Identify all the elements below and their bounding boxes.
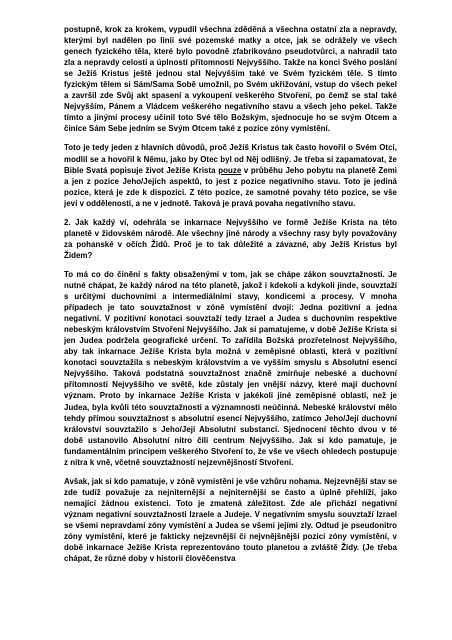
underlined-word: pouze bbox=[218, 165, 242, 175]
paragraph-4: To má co do činění s fakty obsaženými v tom, jak se chápe zákon souvztažností. Je nutné chápat, že každý národ na této planetě, jakož i kdekoli a kdykoli jinde, souvztaží s určitými duchovními a intermediálními stavy, kondicemi a procesy. V mnoha případech je tato souvztažnost v zóně vymístění dvojí: Jedna pozitivní a jedna negativní. V pozitivní konotaci souvztaží tedy Izrael a Judea s duchovním respektive nebeským královstvím Stvoření Nejvyššího. Jak si pamatujeme, v době Ježíše Krista si jen Judea podržela geografické určení. To zařídila Božská prozřetelnost Nejvyššího, aby tak inkarnace Ježíše Krista byla možná v zeměpisné oblasti, která v pozitivní konotaci souvztažila s nebeským královstvím a ve vyšším smyslu s Absolutní esencí Nejvyššího. Taková podstatná souvztažnost značně zmírňuje nebeské a duchovní přítomnosti Nejvyššího ve světě, kde zůstaly jen vnější názvy, které mají duchovní význam. Proto by inkarnace Ježíše Krista v jakékoli jiné zeměpisné oblasti, než je Judea, byla kvůli této souvztažnosti a významnosti neúčinná. Nebeské království mělo tehdy přímou souvztažnost s absolutní esencí Nejvyššího, zatímco Jeho/Její duchovní království souvztažilo s Jeho/Její Absolutní substancí. Sjednocení těchto dvou v té době ustanovilo Absolutní nitro čili centrum Nejvyššího. Jak si kdo pamatuje, je fundamentálním principem veškerého Stvoření to, že vše ve všech ohledech postupuje z nitra k vně, včetně souvztažností nejzevnějšností Stvoření. bbox=[64, 269, 397, 467]
paragraph-3-question: 2. Jak každý ví, odehrála se inkarnace Nejvyššího ve formě Ježíše Krista na této planetě v židovském národě. Ale všechny jiné národy a všechny rasy byly považovány za pohanské v očích Židů. Proč je to tak důležité a závazné, aby Ježíš Kristus byl Židem? bbox=[64, 217, 397, 260]
paragraph-2 bbox=[64, 142, 397, 208]
paragraph-1: postupně, krok za krokem, vypudil všechna zděděná a všechna ostatní zla a nepravdy, kterými byl nadělen po linii své pozemské matky a otce, jak se odrážely ve všech genech fyzického těla, které bylo povodně zfabrikováno pseudotvůrci, a nahradil tato zla a nepravdy celostí a úplností přítomnosti Nejvyššího. Takže na konci Svého poslání se Ježíš Kristus ještě jednou stal Nejvyšším také ve Svém fyzickém těle. S tímto fyzickým tělem si Sám/Sama Sobě umožnil, po Svém ukřižování, vstup do všech pekel a završil zde Svůj akt spasení a vykoupení veškerého Stvoření, po čemž se stal také Nejvyšším, Pánem a Vládcem veškerého negativního stavu a všech jeho pekel. Takže tímto a jinými procesy učinil toto Své tělo Božským, sjednocuje ho se svým Otcem a činíce Sám Sebe jedním se Svým Otcem také z pozice zóny vymístění. bbox=[64, 25, 397, 134]
paragraph-5: Avšak, jak si kdo pamatuje, v zóně vymístění je vše vzhůru nohama. Nejzevnější stav se zde tudíž považuje za nejniternější a nejniternější se často a úplně přehlíží, jako nemající žádnou existenci. Toto je zmatená záležitost. Zde ale přichází negativní význam negativní souvztažnosti Izraele a Judeje. V negativním smyslu souvztaží Izrael se všemi nepravdami zóny vymístění a Judea se všemi jejími zly. Odtud je pseudonitro zóny vymístění, které je fakticky nejzevnější či nejvnějšnější pozicí zóny vymístění, v době inkarnace Ježíše Krista reprezentováno touto planetou a zvláště Židy. (Je třeba chápat, že různé doby v historii člověčenstva bbox=[64, 476, 397, 564]
paragraph-2-text-before: Toto je tedy jeden z hlavních důvodů, proč Ježíš Kristus tak často hovořil o Svém Otci, modlil se a hovořil k Němu, jako by Otec byl od Něj odlišný. Je třeba si zapamatovat, že Bible Svatá popisuje život Ježíše Krista bbox=[64, 143, 397, 175]
paragraph-2-text-after: v průběhu Jeho pobytu na planetě Zemi a jen z pozice Jeho/Jejích aspektů, to jest z pozice negativního stavu. Toto je jediná pozice, která je zde k dispozici. Z této pozice, ze samotné povahy této pozice, se vše jeví v oddělenosti, a ne v jednotě. Taková je pravá povaha negativního stavu. bbox=[64, 165, 398, 208]
